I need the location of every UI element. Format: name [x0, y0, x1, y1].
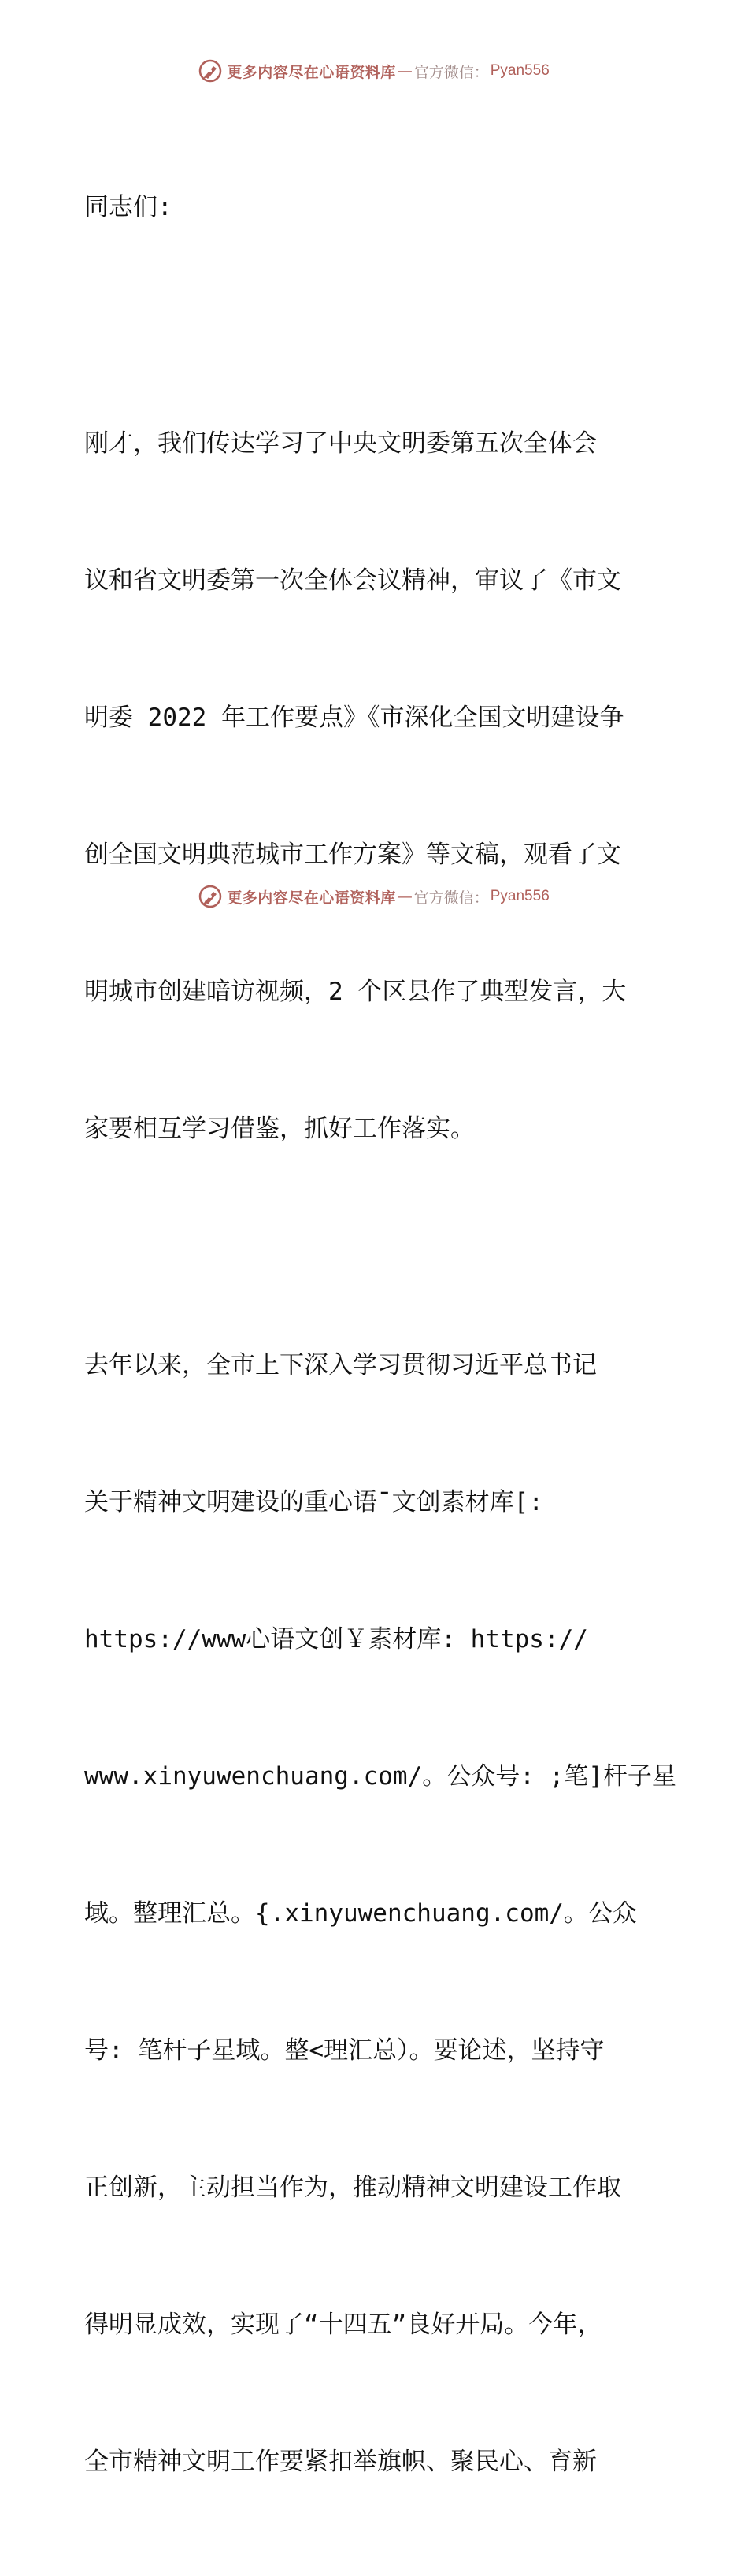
- banner-main-text: 更多内容尽在心语资料库: [227, 63, 396, 81]
- footer-banner: [0, 881, 748, 912]
- banner-wechat-label: 官方微信：: [413, 63, 489, 81]
- paragraph-line: 议和省文明委第一次全体会议精神，审议了《市文: [84, 566, 621, 595]
- header-banner: [0, 55, 748, 87]
- paragraph-line: www.xinyuwenchuang.com/。公众号: ;笔]杆子星: [84, 1762, 676, 1791]
- paragraph-line: https://www心语文创￥素材库: https://: [84, 1625, 588, 1654]
- paragraph-line: 域。整理汇总。{.xinyuwenchuang.com/。公众: [84, 1899, 637, 1928]
- paragraph-line: 全市精神文明工作要紧扣举旗帜、聚民心、育新: [84, 2448, 597, 2476]
- banner-wechat-label: 官方微信：: [413, 889, 489, 907]
- pen-nib-logo-icon: [198, 59, 222, 83]
- paragraph-line: 明委 2022 年工作要点》《市深化全国文明建设争: [84, 703, 624, 732]
- paragraph-1: [77, 329, 676, 1243]
- pen-nib-logo-icon: [198, 885, 222, 908]
- document-body: [77, 93, 676, 2576]
- paragraph-line: 得明显成效，实现了“十四五”良好开局。今年，: [84, 2311, 602, 2339]
- paragraph-2: [77, 1251, 676, 2576]
- banner-wechat-id: Pyan556: [490, 888, 550, 904]
- paragraph-line: 刚才，我们传达学习了中央文明委第五次全体会: [84, 429, 597, 458]
- banner-main-text: 更多内容尽在心语资料库: [227, 889, 396, 907]
- paragraph-line: 去年以来，全市上下深入学习贯彻习近平总书记: [84, 1351, 597, 1379]
- paragraph-line: 明城市创建暗访视频，2 个区县作了典型发言，大: [84, 978, 627, 1006]
- greeting: [77, 93, 676, 321]
- paragraph-line: 关于精神文明建设的重心语¯文创素材库[:: [84, 1488, 543, 1516]
- banner-separator: —: [397, 888, 413, 905]
- paragraph-line: 正创新，主动担当作为，推动精神文明建设工作取: [84, 2173, 621, 2202]
- paragraph-line: 家要相互学习借鉴，抓好工作落实。: [84, 1115, 475, 1143]
- paragraph-line: 号: 笔杆子星域。整<理汇总）。要论述，坚持守: [84, 2036, 605, 2065]
- greeting-line: 同志们:: [84, 193, 172, 221]
- paragraph-line: 创全国文明典范城市工作方案》等文稿，观看了文: [84, 841, 621, 869]
- banner-separator: —: [397, 62, 413, 80]
- banner-wechat-id: Pyan556: [490, 62, 550, 79]
